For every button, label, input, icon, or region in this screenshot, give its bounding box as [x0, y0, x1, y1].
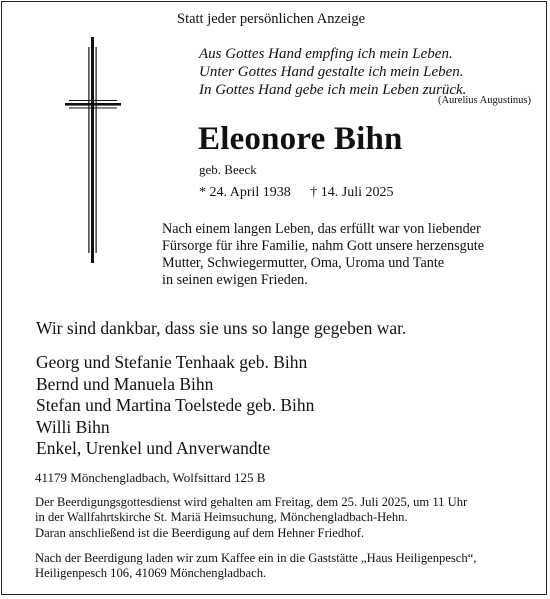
mourner-item: Willi Bihn — [36, 416, 110, 437]
verse-line-1: Aus Gottes Hand empfing ich mein Leben. — [199, 46, 453, 62]
verse-attribution: (Aurelius Augustinus) — [437, 95, 531, 106]
mourner-item: Enkel, Urenkel und Anverwandte — [36, 438, 271, 458]
cross-icon — [65, 37, 121, 263]
obituary-notice — [1, 1, 547, 595]
mourner-item: Georg und Stefanie Tenhaak geb. Bihn — [36, 352, 308, 372]
funeral-service-info — [35, 495, 467, 541]
mourner-item: Bernd und Manuela Bihn — [36, 373, 214, 394]
verse-line-3: In Gottes Hand gebe ich mein Leben zurück. — [199, 82, 467, 98]
service-line: in der Wallfahrtskirche St. Mariä Heimsuchung, Mönchengladbach-Hehn. — [35, 510, 408, 525]
birth-date: * 24. April 1938 — [199, 185, 291, 200]
family-address: 41179 Mönchengladbach, Wolfsittard 125 B — [35, 470, 266, 485]
tribute-line: in seinen ewigen Frieden. — [162, 272, 308, 288]
life-dates — [199, 185, 394, 201]
reception-line: Heiligenpesch 106, 41069 Mönchengladbach. — [35, 566, 267, 581]
verse-line-2: Unter Gottes Hand gestalte ich mein Leben. — [199, 64, 464, 80]
mourners-list — [36, 352, 314, 460]
reception-info — [35, 551, 476, 582]
mourner-item: Stefan und Martina Toelstede geb. Bihn — [36, 395, 315, 415]
notice-header: Statt jeder persönlichen Anzeige — [177, 11, 366, 27]
tribute-line: Fürsorge für ihre Familie, nahm Gott unsere herzensgute — [162, 238, 485, 254]
reception-line: Nach der Beerdigung laden wir zum Kaffee ein in die Gaststätte „Haus Heiligenpesch“, — [35, 551, 477, 565]
service-line: Daran anschließend ist die Beerdigung auf dem Hehner Friedhof. — [35, 525, 365, 540]
death-date: † 14. Juli 2025 — [310, 185, 394, 200]
tribute-text — [162, 221, 484, 289]
thanks-statement: Wir sind dankbar, dass sie uns so lange gegeben war. — [36, 318, 407, 338]
tribute-line: Nach einem langen Leben, das erfüllt war von liebender — [162, 221, 481, 237]
maiden-name: geb. Beeck — [199, 162, 257, 177]
tribute-line: Mutter, Schwiegermutter, Oma, Uroma und Tante — [162, 255, 445, 271]
service-line: Der Beerdigungsgottesdienst wird gehalten am Freitag, dem 25. Juli 2025, um 11 Uhr — [35, 495, 468, 509]
deceased-name: Eleonore Bihn — [198, 121, 403, 157]
